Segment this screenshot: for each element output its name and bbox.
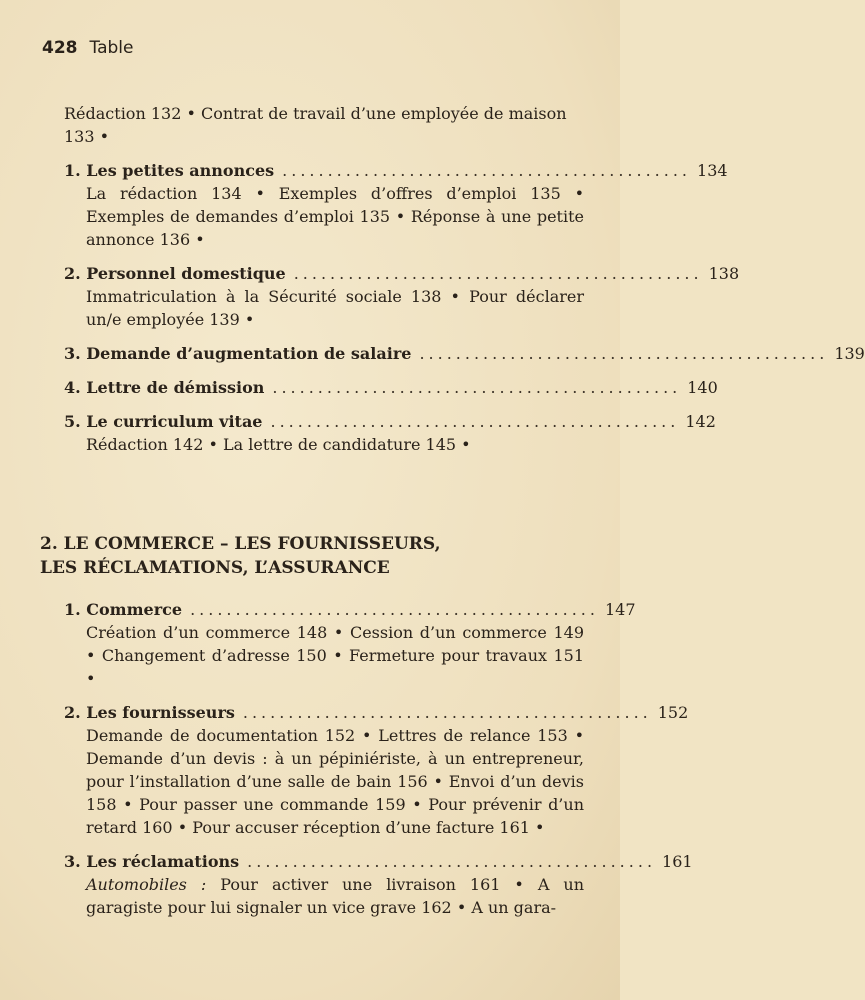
leader-dots: .............................................: [282, 161, 692, 180]
section-page: 138: [708, 264, 740, 283]
toc-section: [64, 598, 636, 690]
section-page: 147: [604, 600, 636, 619]
leader-dots: .............................................: [293, 264, 703, 283]
page-number: 428: [42, 38, 78, 58]
part-heading-line-1: 2. LE COMMERCE – LES FOURNISSEURS,: [40, 534, 441, 554]
section-title: 5. Le curriculum vitae: [64, 412, 263, 431]
section-title: 2. Les fournisseurs: [64, 703, 235, 722]
section-page: 134: [697, 161, 728, 180]
section-page: 161: [662, 852, 693, 871]
toc-section: [64, 410, 716, 456]
section-title: 1. Commerce: [64, 600, 183, 619]
section-title: 2. Personnel domestique: [64, 264, 286, 283]
toc-section: [64, 701, 689, 839]
part-heading: [40, 532, 600, 580]
section-page: 142: [685, 412, 716, 431]
toc-section: [64, 262, 740, 331]
section-title: 3. Demande d’augmentation de salaire: [64, 344, 412, 363]
section-title: 1. Les petites annonces: [64, 161, 275, 180]
section-page: 152: [657, 703, 689, 722]
leader-dots: .............................................: [419, 344, 829, 363]
section-entries: Immatriculation à la Sécurité sociale 138 • Pour déclarer un/e employée 139 •: [86, 287, 584, 329]
page-header: [42, 38, 133, 58]
section-page: 139: [834, 344, 865, 363]
toc-section: [64, 376, 718, 399]
section-entries: Rédaction 142 • La lettre de candidature 145 •: [86, 435, 471, 454]
section-entries: La rédaction 134 • Exemples d’offres d’emploi 135 • Exemples de demandes d’emploi 135 • Réponse à une petite annonce 136 •: [86, 184, 584, 249]
subcategory-entries: Pour activer une livraison 161 • A un garagiste pour lui signaler un vice grave 162 • A un gara-: [86, 875, 584, 917]
section-page: 140: [687, 378, 718, 397]
section-title: 3. Les réclamations: [64, 852, 240, 871]
section-title: 4. Lettre de démission: [64, 378, 265, 397]
toc-part-1: [64, 102, 865, 456]
continued-entry: Rédaction 132 • Contrat de travail d’une employée de maison 133 •: [64, 104, 567, 146]
toc-section: [64, 342, 865, 365]
toc-section: [64, 159, 728, 251]
section-entries: Création d’un commerce 148 • Cession d’un commerce 149 • Changement d’adresse 150 • Fermeture pour travaux 151 •: [86, 623, 584, 688]
subcategory-label: Automobiles :: [86, 875, 207, 894]
leader-dots: .............................................: [270, 412, 680, 431]
leader-dots: .............................................: [190, 600, 599, 619]
leader-dots: .............................................: [272, 378, 682, 397]
section-entries: Demande de documentation 152 • Lettres de relance 153 • Demande d’un devis : à un pépiniériste, à un entrepreneur, pour l’installation d’une salle de bain 156 • Envoi d’un devis 158 • Pour passer une commande 159 • Pour prévenir d’un retard 160 • Pour accuser réception d’une facture 161 •: [86, 726, 584, 837]
running-title: Table: [89, 38, 134, 58]
toc-section: [64, 850, 693, 919]
part-heading-line-2: LES RÉCLAMATIONS, L’ASSURANCE: [40, 558, 390, 578]
toc-part-2: [64, 598, 693, 919]
leader-dots: .............................................: [242, 703, 652, 722]
section-entries: [86, 873, 584, 919]
leader-dots: .............................................: [247, 852, 657, 871]
